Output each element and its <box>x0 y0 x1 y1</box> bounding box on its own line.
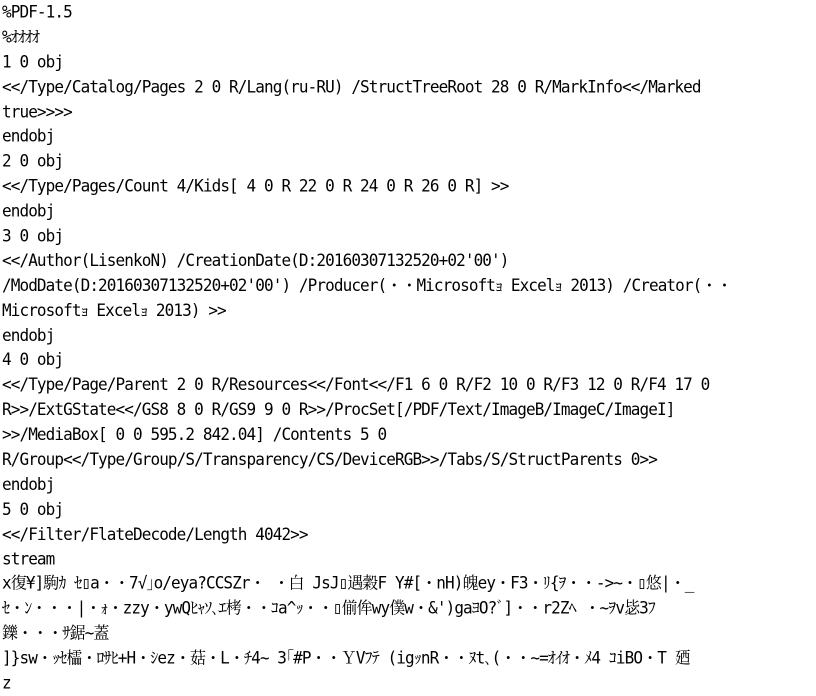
text-line: R>>/ExtGState<</GS8 8 0 R/GS9 9 0 R>>/ProcSet[/PDF/Text/ImageB/ImageC/ImageI] <box>2 399 675 420</box>
text-line: x復¥]駒ｶ ｾ▯a・・7√｣o/eya?CCSZr・ ・白 JsJ▯遇穀F Y#[・nH)魄ey・F3・ﾘ{ｦ・・->~・▯悠|・_ <box>2 573 694 594</box>
text-line: <</Author(LisenkoN) /CreationDate(D:20160307132520+02'00') <box>2 250 509 271</box>
text-line: endobj <box>2 126 55 147</box>
text-line: <</Type/Catalog/Pages 2 0 R/Lang(ru-RU) /StructTreeRoot 28 0 R/MarkInfo<</Marked <box>2 76 701 97</box>
text-line: /ModDate(D:20160307132520+02'00') /Producer(・・Microsoftｮ Excelｮ 2013) /Creator(・・ <box>2 275 732 296</box>
text-line: ]}sw・ｯｾ櫺・ﾛｻﾋ+H・ｼez・菇・L・ﾁ4~ 3｢#P・・ＹVﾌﾃ (igｯnR・・ﾇt､(・・~=ｵｲｵ・ﾒ4 ｺiBO・T 廼 <box>2 648 690 668</box>
text-line: z <box>2 672 11 693</box>
text-line: 2 0 obj <box>2 151 64 171</box>
pdf-raw-text <box>2 0 814 696</box>
text-line: <</Filter/FlateDecode/Length 4042>> <box>2 523 308 544</box>
text-line: <</Type/Page/Parent 2 0 R/Resources<</Font<</F1 6 0 R/F2 10 0 R/F3 12 0 R/F4 17 0 <box>2 374 710 395</box>
text-line: ｾ・ﾝ・・・|・ｫ・zzy・ywQﾋｬｿ､ｴ栲・・ｺa^ｯ・・▯偂侔wy僕w・&')gaﾖO?ﾞ]・・r2Zﾍ ・~ｦv毖3ﾌ <box>2 598 656 619</box>
text-line: endobj <box>2 474 55 494</box>
text-line: stream <box>2 548 55 569</box>
text-line: 5 0 obj <box>2 499 64 519</box>
text-line: %PDF-1.5 <box>2 2 72 22</box>
text-line: endobj <box>2 325 55 345</box>
text-line: R/Group<</Type/Group/S/Transparency/CS/DeviceRGB>>/Tabs/S/StructParents 0>> <box>2 449 657 470</box>
text-line: 3 0 obj <box>2 225 64 246</box>
text-line: >>/MediaBox[ 0 0 595.2 842.04] /Contents 5 0 <box>2 424 387 445</box>
text-line: 1 0 obj <box>2 51 64 72</box>
text-line: 鑠・・・ｻ鋸~蓋 <box>2 623 109 643</box>
text-line: Microsoftｮ Excelｮ 2013) >> <box>2 300 226 320</box>
text-line: true>>>> <box>2 101 72 122</box>
text-line: endobj <box>2 200 55 221</box>
text-line: 4 0 obj <box>2 349 64 370</box>
text-line: <</Type/Pages/Count 4/Kids[ 4 0 R 22 0 R 24 0 R 26 0 R] >> <box>2 176 509 196</box>
text-line: %ｵｵｵｵ <box>2 26 40 47</box>
